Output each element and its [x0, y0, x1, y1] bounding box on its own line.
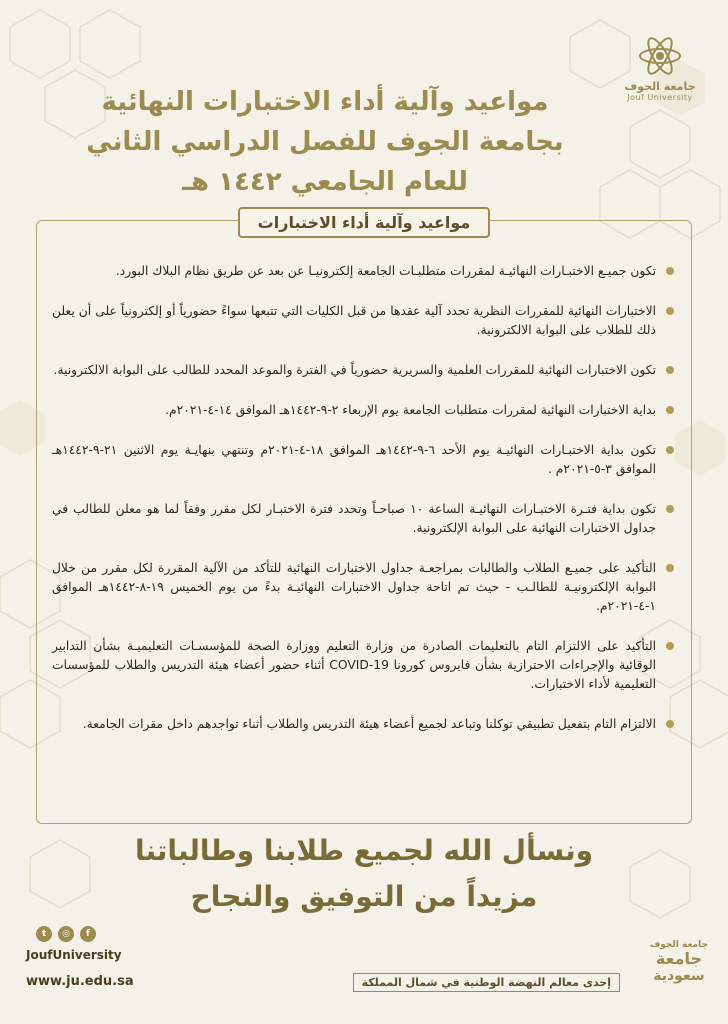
website-link[interactable]: www.ju.edu.sa — [26, 974, 134, 989]
list-item: تكون جميـع الاختبـارات النهائيـة لمقررات متطلبـات الجامعة إلكترونيـا عن بعد عن طريق نظام البلاك البورد. — [52, 262, 676, 281]
closing-line-1: ونسأل الله لجميع طلابنا وطالباتنا — [134, 834, 594, 867]
list-item: الاختبارات النهائية للمقررات النظرية تحدد آلية عقدها من قبل الكليات التي تتبعها سواءً حضورياً أو إلكترونياً على أن يعلن ذلك للطلاب على البوابة الالكترونية. — [52, 302, 676, 340]
footer-contact — [26, 926, 134, 989]
brand-big-text: جامعة — [655, 949, 702, 968]
instagram-icon[interactable]: ◎ — [58, 926, 74, 942]
logo-english-name: Jouf University — [627, 93, 693, 102]
section-heading-label: مواعيد وآلية أداء الاختبارات — [238, 207, 491, 238]
brand-mid-text: سعودية — [653, 968, 705, 984]
social-icons — [36, 926, 134, 942]
instructions-list — [52, 262, 676, 755]
list-item: بداية الاختبارات النهائية لمقررات متطلبات الجامعة يوم الإربعاء ٢-٩-١٤٤٢هـ الموافق ١٤-٤-٢٠٢١م. — [52, 401, 676, 420]
list-item: الالتزام التام بتفعيل تطبيقي توكلنا وتباعد لجميع أعضاء هيئة التدريس والطلاب أثناء تواجدهم داخل مقرات الجامعة. — [52, 715, 676, 734]
section-heading — [0, 207, 728, 238]
social-handle: JoufUniversity — [26, 948, 122, 962]
facebook-icon[interactable]: f — [80, 926, 96, 942]
closing-message — [40, 828, 688, 920]
title-line-1: مواعيد وآلية أداء الاختبارات النهائية — [101, 87, 549, 117]
list-item: تكون بداية الاختبـارات النهائيـة يوم الأحد ٦-٩-١٤٤٢هـ الموافق ١٨-٤-٢٠٢١م وتنتهي بنهايـة يوم الاثنين ٢١-٩-١٤٤٢هـ الموافق ٣-٥-٢٠٢١م . — [52, 441, 676, 479]
footer-brand — [650, 940, 708, 984]
twitter-icon[interactable]: t — [36, 926, 52, 942]
logo-arabic-name: جامعة الجوف — [624, 80, 696, 93]
list-item: التأكيد على جميـع الطلاب والطالبات بمراجعـة جداول الاختبارات النهائية للتأكد من الآلية المقررة لكل مقرر من خلال البوابة الإلكترونيـة للطالـب - حيث تم اتاحة جداول الاختبارات النهائيـة بدءً من يوم الخميس ١٩-٨-١٤٤٢هـ الموافق ١-٤-٢٠٢١م. — [52, 559, 676, 616]
list-item: التأكيد على الالتزام التام بالتعليمات الصادرة من وزارة التعليم ووزارة الصحة للمؤسسـات التعليميـة بشأن التدابير الوقائية والإجراءات الاحترازية بشأن فايروس كورونا COVID-19 أثناء حضور أعضاء هيئة التدريس والطلاب للمؤسسات التعليمية لأداء الاختبارات. — [52, 637, 676, 694]
title-line-3: للعام الجامعي ١٤٤٢ هـ — [182, 167, 468, 197]
page-title — [40, 82, 610, 202]
list-item: تكون الاختبارات النهائية للمقررات العلمية والسريرية حضورياً في الفترة والموعد المحدد للطالب على البوابة الالكترونية. — [52, 361, 676, 380]
list-item: تكون بداية فتـرة الاختبـارات النهائيـة الساعة ١٠ صباحـاً وتحدد فترة الاختبـار لكل مقرر وفقاً لما هو معلن للطالب في جداول الاختبارات النهائية على البوابة الإلكترونية. — [52, 500, 676, 538]
title-line-2: بجامعة الجوف للفصل الدراسي الثاني — [86, 127, 564, 157]
footer-tagline: إحدى معالم النهضة الوطنية في شمال المملكة — [353, 973, 620, 992]
university-logo — [610, 34, 710, 102]
closing-line-2: مزيداً من التوفيق والنجاح — [190, 880, 538, 913]
atom-logo-icon — [637, 34, 683, 78]
brand-small-text: جامعة الجوف — [649, 940, 708, 950]
